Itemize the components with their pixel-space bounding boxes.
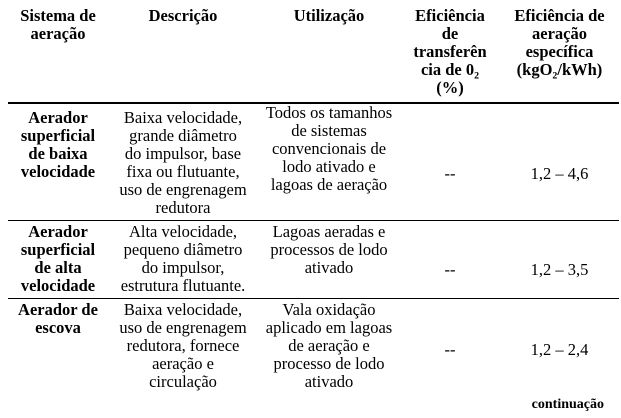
header-eficiencia-aeracao-especifica: Eficiência de aeração específica (kgO₂/kWh) [514, 6, 605, 79]
cell-eficiencia-transferencia: -- [444, 340, 456, 359]
header-utilizacao: Utilização [293, 6, 365, 25]
cell-eficiencia-aeracao: 1,2 – 3,5 [530, 260, 589, 279]
header-sistema-de-aeracao: Sistema de aeração [20, 6, 96, 43]
cell-eficiencia-transferencia: -- [444, 260, 456, 279]
cell-sistema: Aerador superficial de alta velocidade [20, 222, 96, 295]
cell-utilizacao: Vala oxidação aplicado em lagoas de aeração e processo de lodo ativado [265, 300, 393, 391]
table-row [0, 299, 621, 392]
cell-utilizacao: Lagoas aeradas e processos de lodo ativado [270, 222, 388, 277]
continuation-label: continuação [531, 397, 604, 412]
cell-eficiencia-transferencia: -- [444, 164, 456, 183]
cell-eficiencia-aeracao: 1,2 – 4,6 [530, 164, 589, 183]
cell-eficiencia-aeracao: 1,2 – 2,4 [530, 340, 589, 359]
cell-descricao: Baixa velocidade, uso de engrenagem redutora, fornece aeração e circulação [119, 300, 247, 391]
header-eficiencia-transferencia: Eficiência de transferên cia de 0₂ (%) [413, 6, 487, 97]
cell-utilizacao: Todos os tamanhos de sistemas convencionais de lodo ativado e lagoas de aeração [265, 103, 393, 194]
table-header-row [0, 0, 621, 102]
table-row [0, 221, 621, 298]
cell-sistema: Aerador de escova [18, 300, 98, 337]
table-row [0, 104, 621, 220]
cell-descricao: Alta velocidade, pequeno diâmetro do impulsor, estrutura flutuante. [120, 222, 246, 295]
cell-sistema: Aerador superficial de baixa velocidade [20, 108, 96, 181]
cell-descricao: Baixa velocidade, grande diâmetro do impulsor, base fixa ou flutuante, uso de engrenagem redutora [119, 108, 247, 217]
header-descricao: Descrição [148, 6, 218, 25]
